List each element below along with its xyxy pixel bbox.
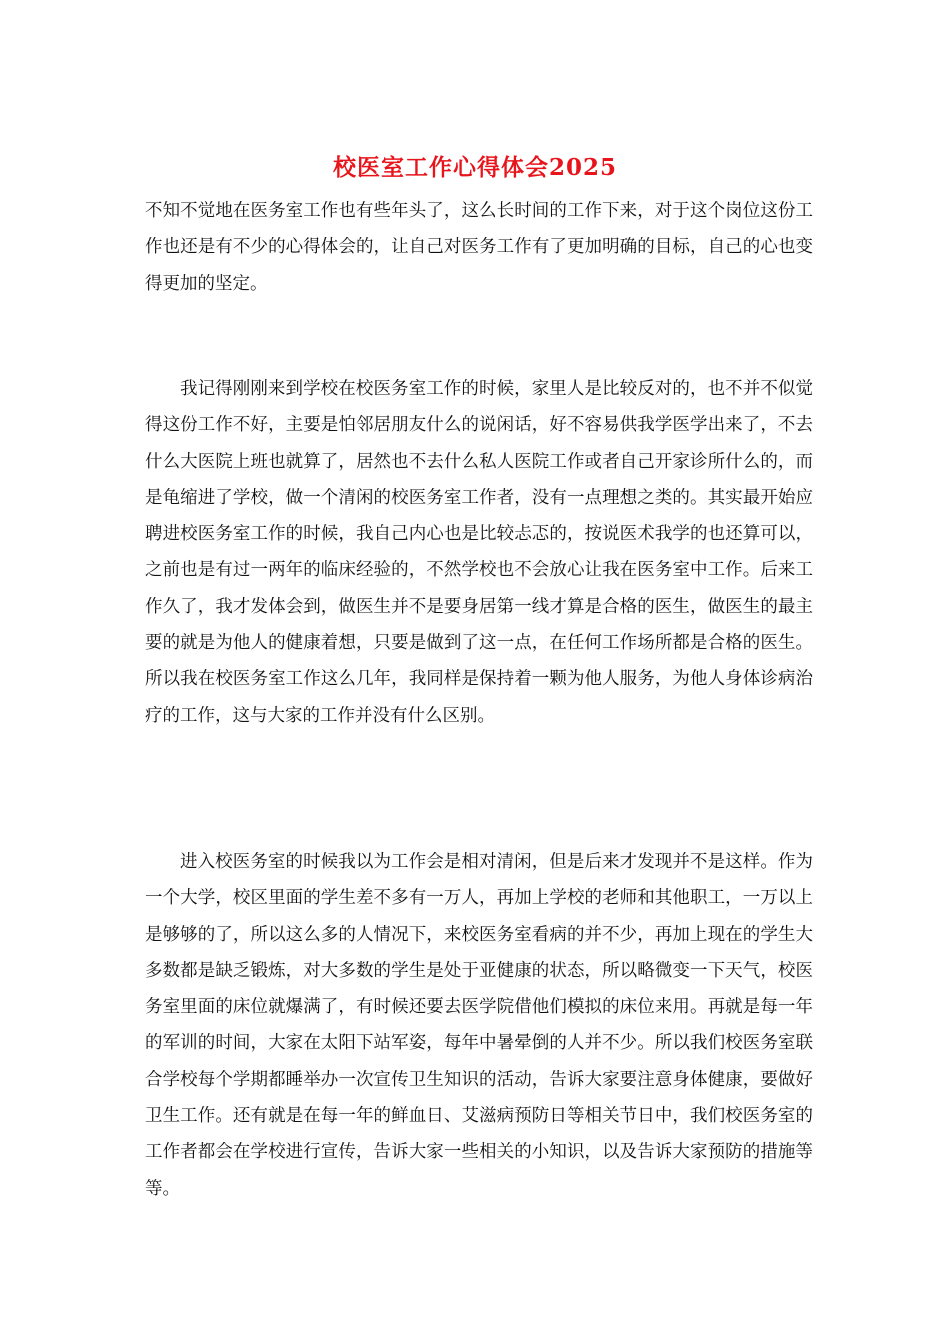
paragraph-workload: 进入校医务室的时候我以为工作会是相对清闲，但是后来才发现并不是这样。作为一个大学，校区里面的学生差不多有一万人，再加上学校的老师和其他职工，一万以上是够够的了，所以这么多的人情况下，来校医务室看病的并不少，再加上现在的学生大多数都是缺乏锻炼，对大多数的学生是处于亚健康的状态，所以略微变一下天气，校医务室里面的床位就爆满了，有时候还要去医学院借他们模拟的床位来用。再就是每一年的军训的时间，大家在太阳下站军姿，每年中暑晕倒的人并不少。所以我们校医务室联合学校每个学期都睡举办一次宣传卫生知识的活动，告诉大家要注意身体健康，要做好卫生工作。还有就是在每一年的鲜血日、艾滋病预防日等相关节日中，我们校医务室的工作者都会在学校进行宣传，告诉大家一些相关的小知识，以及告诉大家预防的措施等等。 (145, 852, 813, 1199)
paragraph-start-of-work: 我记得刚刚来到学校在校医务室工作的时候，家里人是比较反对的，也不并不似觉得这份工作不好，主要是怕邻居朋友什么的说闲话，好不容易供我学医学出来了，不去什么大医院上班也就算了，居然也不去什么私人医院工作或者自己开家诊所什么的，而是龟缩进了学校，做一个清闲的校医务室工作者，没有一点理想之类的。其实最开始应聘进校医务室工作的时候，我自己内心也是比较忐忑的，按说医术我学的也还算可以，之前也是有过一两年的临床经验的，不然学校也不会放心让我在医务室中工作。后来工作久了，我才发体会到，做医生并不是要身居第一线才算是合格的医生，做医生的最主要的就是为他人的健康着想，只要是做到了这一点，在任何工作场所都是合格的医生。所以我在校医务室工作这么几年，我同样是保持着一颗为他人服务，为他人身体诊病治疗的工作，这与大家的工作并没有什么区别。 (145, 379, 813, 726)
document-title: 校医室工作心得体会2025 (332, 154, 617, 181)
paragraph-intro: 不知不觉地在医务室工作也有些年头了，这么长时间的工作下来，对于这个岗位这份工作也还是有不少的心得体会的，让自己对医务工作有了更加明确的目标，自己的心也变得更加的坚定。 (145, 201, 813, 294)
